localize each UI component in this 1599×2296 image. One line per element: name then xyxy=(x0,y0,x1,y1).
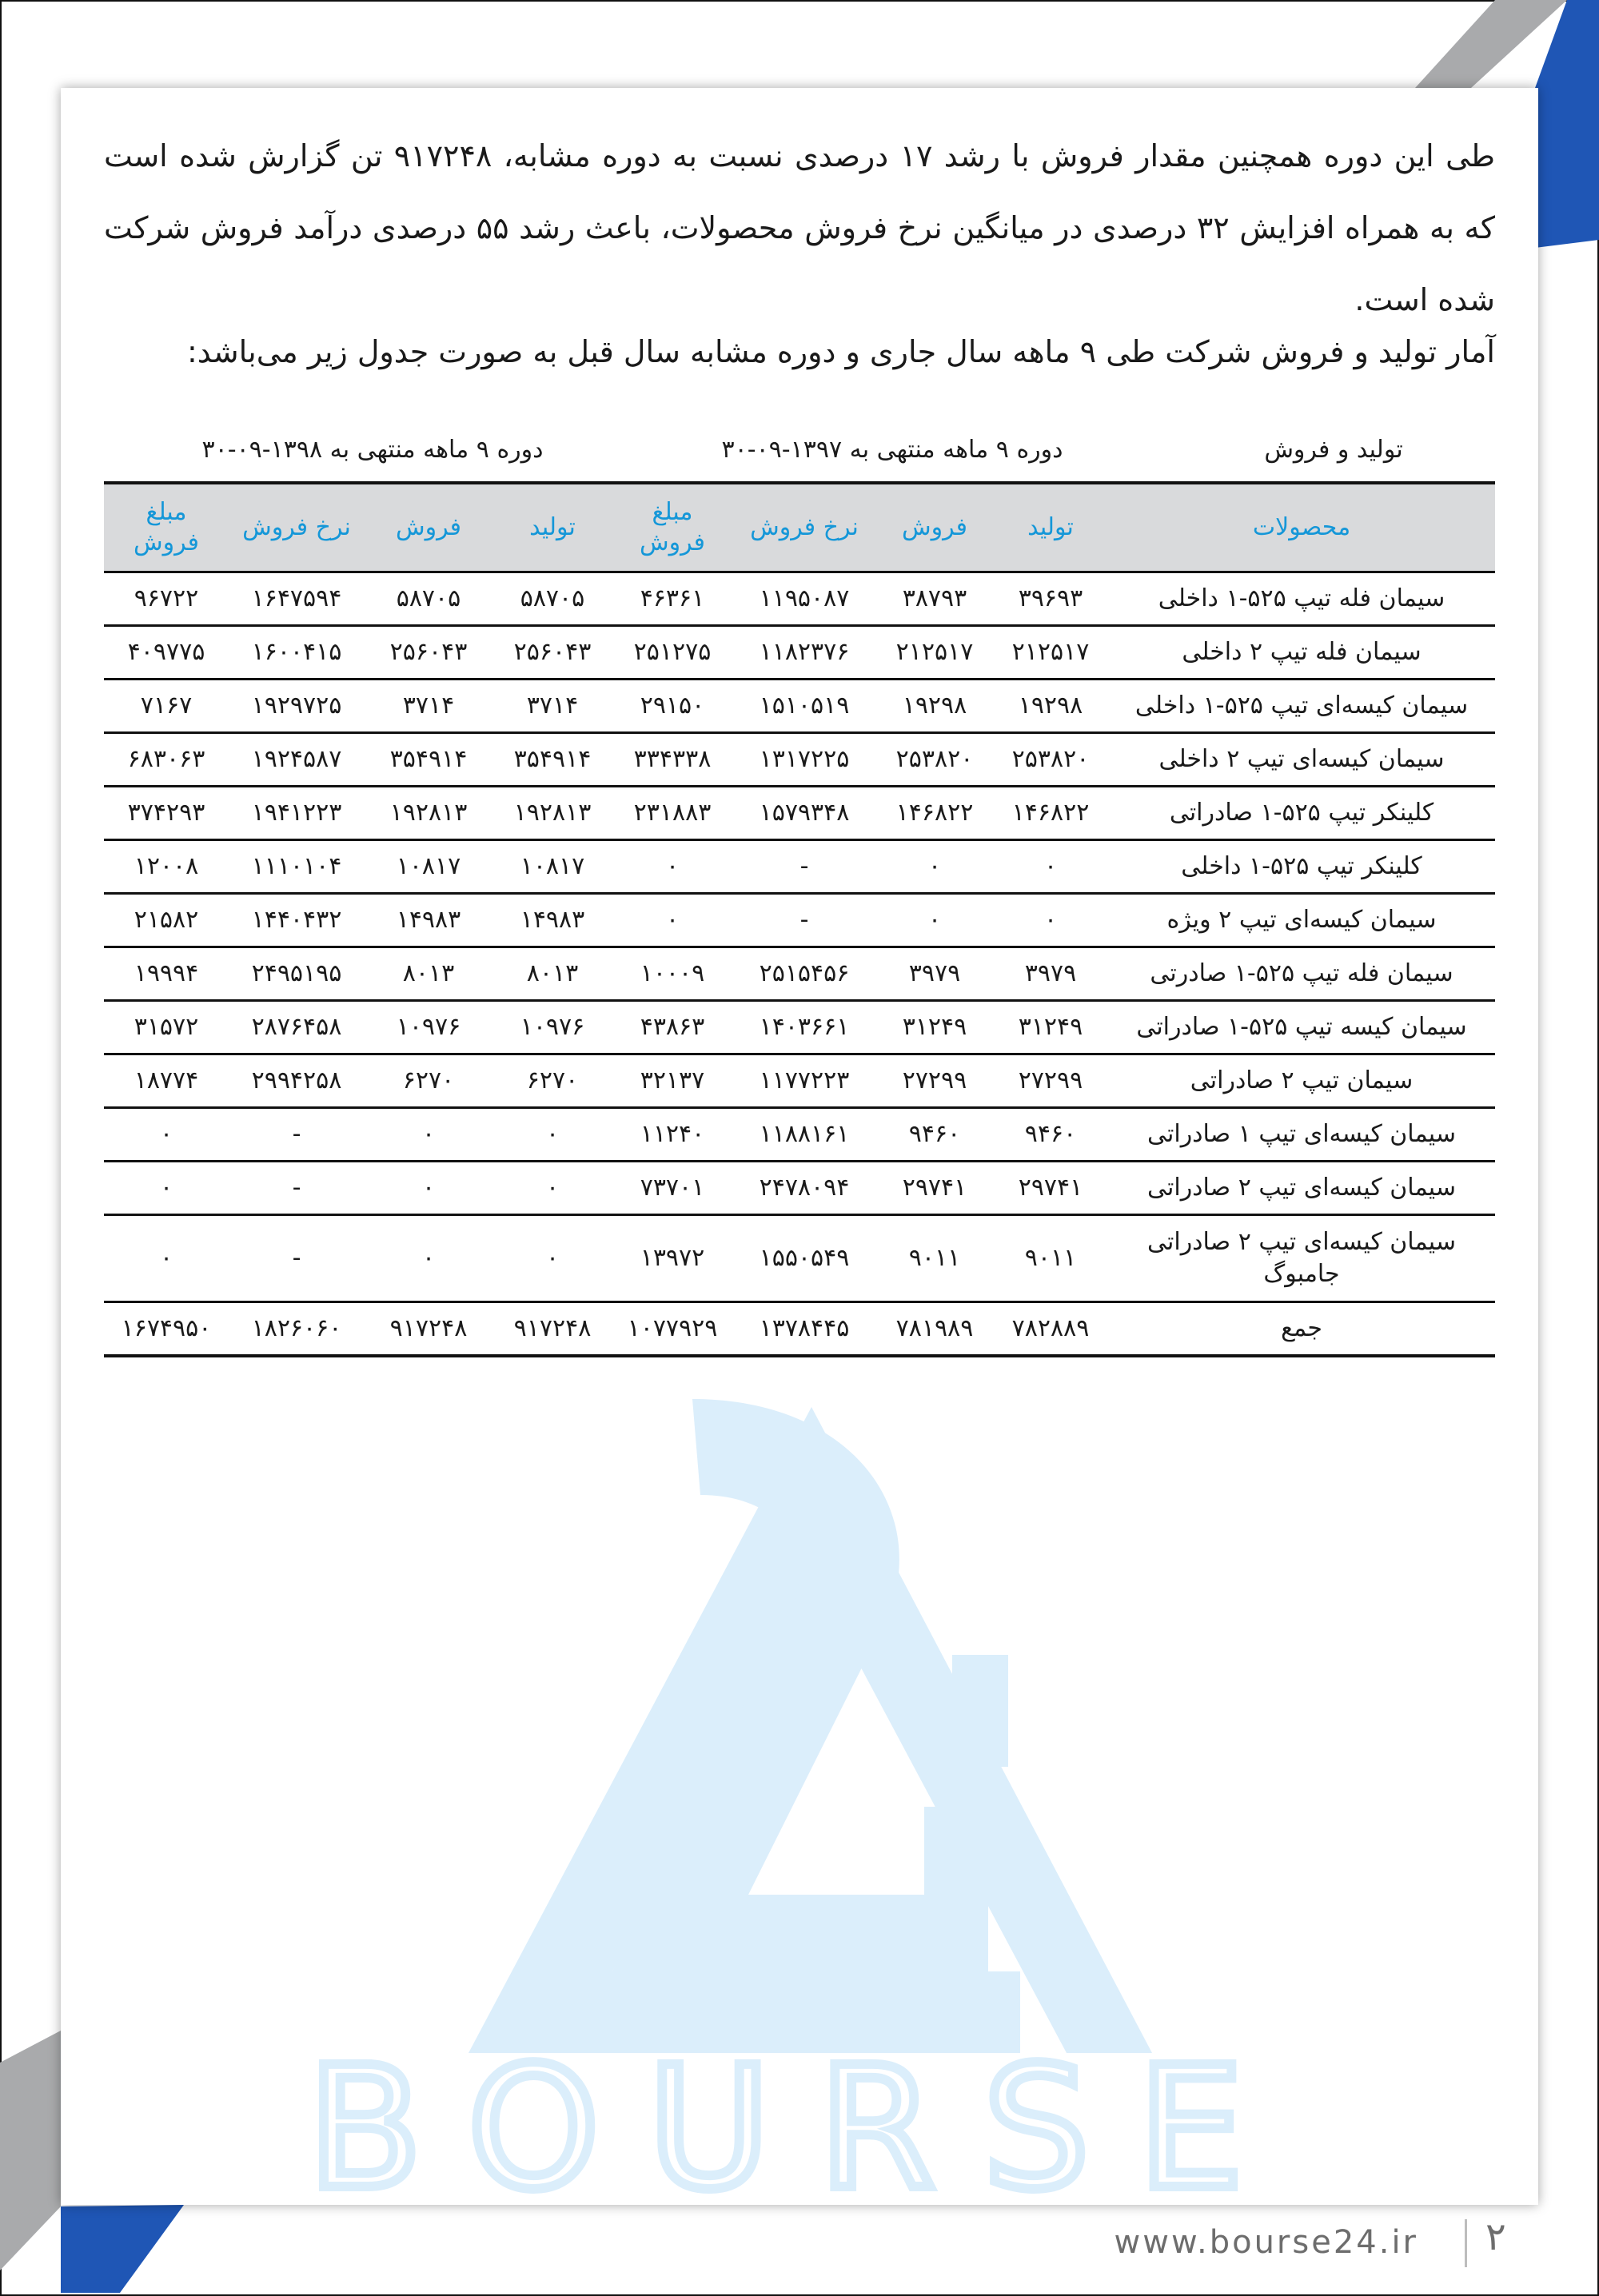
value-cell: ۲۵۶۰۴۳ xyxy=(365,626,492,680)
total-label-cell: جمع xyxy=(1108,1302,1495,1357)
value-cell: ۲۱۵۸۲ xyxy=(104,894,229,947)
value-cell: ۱۹۹۹۴ xyxy=(104,947,229,1001)
value-cell: ۳۱۲۴۹ xyxy=(993,1001,1108,1054)
value-cell: ۸۰۱۳ xyxy=(492,947,612,1001)
value-cell: - xyxy=(732,840,876,894)
table-row xyxy=(104,626,1495,680)
document-page xyxy=(61,88,1538,2205)
value-cell: ۱۴۴۰۴۳۲ xyxy=(229,894,365,947)
value-cell: ۰ xyxy=(492,1215,612,1302)
production-sales-table xyxy=(104,481,1495,1357)
value-cell: ۱۸۷۷۴ xyxy=(104,1054,229,1108)
period-1397-heading: دوره ۹ ماهه منتهی به ۱۳۹۷-۰۹-۳۰ xyxy=(721,436,1063,464)
header-amount-1398: مبلغ فروش xyxy=(104,483,229,572)
value-cell: ۱۰۰۰۹ xyxy=(612,947,732,1001)
footer-website: www.bourse24.ir xyxy=(1114,2224,1418,2261)
value-cell: - xyxy=(229,1108,365,1162)
value-cell: ۳۱۵۷۲ xyxy=(104,1001,229,1054)
value-cell: ۷۳۷۰۱ xyxy=(612,1162,732,1215)
value-cell: ۹۴۶۰ xyxy=(876,1108,993,1162)
value-cell: ۷۱۶۷ xyxy=(104,680,229,733)
value-cell: ۶۲۷۰ xyxy=(365,1054,492,1108)
value-cell: ۱۶۴۷۵۹۴ xyxy=(229,572,365,626)
value-cell: ۰ xyxy=(876,894,993,947)
value-cell: ۴۳۸۶۳ xyxy=(612,1001,732,1054)
table-row xyxy=(104,1001,1495,1054)
value-cell: ۱۴۹۸۳ xyxy=(365,894,492,947)
value-cell: ۱۴۰۳۶۶۱ xyxy=(732,1001,876,1054)
value-cell: ۳۷۴۲۹۳ xyxy=(104,787,229,840)
table-total-row xyxy=(104,1302,1495,1357)
table-row xyxy=(104,1108,1495,1162)
value-cell: ۱۲۰۰۸ xyxy=(104,840,229,894)
product-name-cell: سیمان فله تیپ ۵۲۵-۱ صادرتی xyxy=(1108,947,1495,1001)
value-cell: ۰ xyxy=(612,894,732,947)
product-name-cell: سیمان کیسه تیپ ۵۲۵-۱ صادراتی xyxy=(1108,1001,1495,1054)
value-cell: ۱۴۶۸۲۲ xyxy=(876,787,993,840)
table-row xyxy=(104,1215,1495,1302)
value-cell: - xyxy=(229,1162,365,1215)
value-cell: ۲۷۲۹۹ xyxy=(876,1054,993,1108)
body-paragraph: طی این دوره همچنین مقدار فروش با رشد ۱۷ درصدی نسبت به دوره مشابه، ۹۱۷۲۴۸ تن گزارش شده است که به همراه افزایش ۳۲ درصدی در میانگین نرخ فروش محصولات، باعث رشد ۵۵ درصدی درآمد فروش شرکت شده است. xyxy=(104,138,1496,317)
value-cell: ۳۵۴۹۱۴ xyxy=(365,733,492,787)
value-cell: ۲۵۱۲۷۵ xyxy=(612,626,732,680)
product-name-cell: سیمان کیسه‌ای تیپ ۵۲۵-۱ داخلی xyxy=(1108,680,1495,733)
value-cell: ۱۱۲۴۰ xyxy=(612,1108,732,1162)
value-cell: ۱۹۲۸۱۳ xyxy=(365,787,492,840)
value-cell: ۲۸۷۶۴۵۸ xyxy=(229,1001,365,1054)
table-row xyxy=(104,733,1495,787)
table-header-row xyxy=(104,483,1495,572)
footer-divider xyxy=(1465,2219,1467,2267)
value-cell: ۱۱۸۸۱۶۱ xyxy=(732,1108,876,1162)
value-cell: ۳۱۲۴۹ xyxy=(876,1001,993,1054)
value-cell: - xyxy=(229,1215,365,1302)
value-cell: ۲۵۱۵۴۵۶ xyxy=(732,947,876,1001)
value-cell: ۲۹۷۴۱ xyxy=(993,1162,1108,1215)
value-cell: ۱۵۵۰۵۴۹ xyxy=(732,1215,876,1302)
header-production-1398: تولید xyxy=(492,483,612,572)
period-1398-heading: دوره ۹ ماهه منتهی به ۱۳۹۸-۰۹-۳۰ xyxy=(201,436,544,464)
table-row xyxy=(104,947,1495,1001)
value-cell: ۱۹۲۹۸ xyxy=(876,680,993,733)
product-name-cell: سیمان کیسه‌ای تیپ ۲ صادراتی جامبوگ xyxy=(1108,1215,1495,1302)
table-row xyxy=(104,840,1495,894)
value-cell: ۳۹۷۹ xyxy=(993,947,1108,1001)
value-cell: ۲۵۳۸۲۰ xyxy=(876,733,993,787)
header-production-1397: تولید xyxy=(993,483,1108,572)
watermark-logo-text: BOURSE xyxy=(307,2031,1292,2205)
total-value-cell: ۹۱۷۲۴۸ xyxy=(492,1302,612,1357)
value-cell: ۰ xyxy=(365,1108,492,1162)
table-row xyxy=(104,787,1495,840)
value-cell: ۴۰۹۷۷۵ xyxy=(104,626,229,680)
table-caption: تولید و فروش xyxy=(1264,436,1403,464)
value-cell: ۱۹۲۹۸ xyxy=(993,680,1108,733)
table-intro: آمار تولید و فروش شرکت طی ۹ ماهه سال جاری و دوره مشابه سال قبل به صورت جدول زیر می‌باشد: xyxy=(187,334,1495,369)
table-row xyxy=(104,1162,1495,1215)
value-cell: ۰ xyxy=(365,1162,492,1215)
value-cell: ۲۱۲۵۱۷ xyxy=(876,626,993,680)
value-cell: ۱۵۷۹۳۴۸ xyxy=(732,787,876,840)
value-cell: ۵۸۷۰۵ xyxy=(365,572,492,626)
page-number: ۲ xyxy=(1485,2214,1506,2259)
value-cell: ۹۶۷۲۲ xyxy=(104,572,229,626)
value-cell: ۱۰۸۱۷ xyxy=(492,840,612,894)
value-cell: ۳۹۷۹ xyxy=(876,947,993,1001)
value-cell: ۰ xyxy=(104,1162,229,1215)
value-cell: - xyxy=(732,894,876,947)
value-cell: ۸۰۱۳ xyxy=(365,947,492,1001)
value-cell: ۹۴۶۰ xyxy=(993,1108,1108,1162)
total-value-cell: ۹۱۷۲۴۸ xyxy=(365,1302,492,1357)
value-cell: ۱۰۹۷۶ xyxy=(492,1001,612,1054)
table-row xyxy=(104,1054,1495,1108)
total-value-cell: ۱۶۷۴۹۵۰ xyxy=(104,1302,229,1357)
value-cell: ۱۶۰۰۴۱۵ xyxy=(229,626,365,680)
product-name-cell: سیمان کیسه‌ای تیپ ۲ صادراتی xyxy=(1108,1162,1495,1215)
product-name-cell: سیمان تیپ ۲ صادراتی xyxy=(1108,1054,1495,1108)
product-name-cell: سیمان کیسه‌ای تیپ ۱ صادراتی xyxy=(1108,1108,1495,1162)
value-cell: ۲۴۹۵۱۹۵ xyxy=(229,947,365,1001)
value-cell: ۱۹۴۱۲۲۳ xyxy=(229,787,365,840)
value-cell: ۳۷۱۴ xyxy=(492,680,612,733)
value-cell: ۱۴۹۸۳ xyxy=(492,894,612,947)
value-cell: ۱۳۹۷۲ xyxy=(612,1215,732,1302)
value-cell: ۰ xyxy=(492,1162,612,1215)
value-cell: ۶۲۷۰ xyxy=(492,1054,612,1108)
total-value-cell: ۱۸۲۶۰۶۰ xyxy=(229,1302,365,1357)
value-cell: ۹۰۱۱ xyxy=(993,1215,1108,1302)
value-cell: ۱۰۸۱۷ xyxy=(365,840,492,894)
value-cell: ۲۹۱۵۰ xyxy=(612,680,732,733)
product-name-cell: سیمان کیسه‌ای تیپ ۲ داخلی xyxy=(1108,733,1495,787)
value-cell: ۰ xyxy=(993,840,1108,894)
value-cell: ۲۷۲۹۹ xyxy=(993,1054,1108,1108)
value-cell: ۰ xyxy=(365,1215,492,1302)
header-rate-1397: نرخ فروش xyxy=(732,483,876,572)
value-cell: ۲۵۶۰۴۳ xyxy=(492,626,612,680)
header-sales-1398: فروش xyxy=(365,483,492,572)
value-cell: ۲۹۹۴۲۵۸ xyxy=(229,1054,365,1108)
header-rate-1398: نرخ فروش xyxy=(229,483,365,572)
total-value-cell: ۷۸۲۸۸۹ xyxy=(993,1302,1108,1357)
value-cell: ۳۳۴۳۳۸ xyxy=(612,733,732,787)
value-cell: ۰ xyxy=(492,1108,612,1162)
header-sales-1397: فروش xyxy=(876,483,993,572)
product-name-cell: سیمان فله تیپ ۵۲۵-۱ داخلی xyxy=(1108,572,1495,626)
product-name-cell: کلینکر تیپ ۵۲۵-۱ داخلی xyxy=(1108,840,1495,894)
header-amount-1397: مبلغ فروش xyxy=(612,483,732,572)
value-cell: ۰ xyxy=(876,840,993,894)
value-cell: ۳۸۷۹۳ xyxy=(876,572,993,626)
value-cell: ۵۸۷۰۵ xyxy=(492,572,612,626)
value-cell: ۲۹۷۴۱ xyxy=(876,1162,993,1215)
value-cell: ۱۵۱۰۵۱۹ xyxy=(732,680,876,733)
value-cell: ۱۱۱۰۱۰۴ xyxy=(229,840,365,894)
value-cell: ۲۱۲۵۱۷ xyxy=(993,626,1108,680)
table-row xyxy=(104,894,1495,947)
value-cell: ۱۱۸۲۳۷۶ xyxy=(732,626,876,680)
value-cell: ۱۹۲۴۵۸۷ xyxy=(229,733,365,787)
value-cell: ۱۳۱۷۲۲۵ xyxy=(732,733,876,787)
value-cell: ۱۹۲۹۷۲۵ xyxy=(229,680,365,733)
value-cell: ۳۹۶۹۳ xyxy=(993,572,1108,626)
value-cell: ۱۴۶۸۲۲ xyxy=(993,787,1108,840)
total-value-cell: ۱۰۷۷۹۲۹ xyxy=(612,1302,732,1357)
value-cell: ۱۱۹۵۰۸۷ xyxy=(732,572,876,626)
total-value-cell: ۱۳۷۸۴۴۵ xyxy=(732,1302,876,1357)
value-cell: ۰ xyxy=(612,840,732,894)
value-cell: ۹۰۱۱ xyxy=(876,1215,993,1302)
value-cell: ۰ xyxy=(993,894,1108,947)
value-cell: ۳۵۴۹۱۴ xyxy=(492,733,612,787)
value-cell: ۲۴۷۸۰۹۴ xyxy=(732,1162,876,1215)
value-cell: ۲۵۳۸۲۰ xyxy=(993,733,1108,787)
header-product: محصولات xyxy=(1108,483,1495,572)
value-cell: ۳۷۱۴ xyxy=(365,680,492,733)
product-name-cell: سیمان کیسه‌ای تیپ ۲ ویژه xyxy=(1108,894,1495,947)
value-cell: ۰ xyxy=(104,1108,229,1162)
value-cell: ۲۳۱۸۸۳ xyxy=(612,787,732,840)
product-name-cell: کلینکر تیپ ۵۲۵-۱ صادراتی xyxy=(1108,787,1495,840)
table-row xyxy=(104,680,1495,733)
table-row xyxy=(104,572,1495,626)
value-cell: ۴۶۳۶۱ xyxy=(612,572,732,626)
value-cell: ۳۲۱۳۷ xyxy=(612,1054,732,1108)
product-name-cell: سیمان فله تیپ ۲ داخلی xyxy=(1108,626,1495,680)
value-cell: ۱۰۹۷۶ xyxy=(365,1001,492,1054)
value-cell: ۱۹۲۸۱۳ xyxy=(492,787,612,840)
total-value-cell: ۷۸۱۹۸۹ xyxy=(876,1302,993,1357)
value-cell: ۱۱۷۷۲۲۳ xyxy=(732,1054,876,1108)
value-cell: ۰ xyxy=(104,1215,229,1302)
value-cell: ۶۸۳۰۶۳ xyxy=(104,733,229,787)
